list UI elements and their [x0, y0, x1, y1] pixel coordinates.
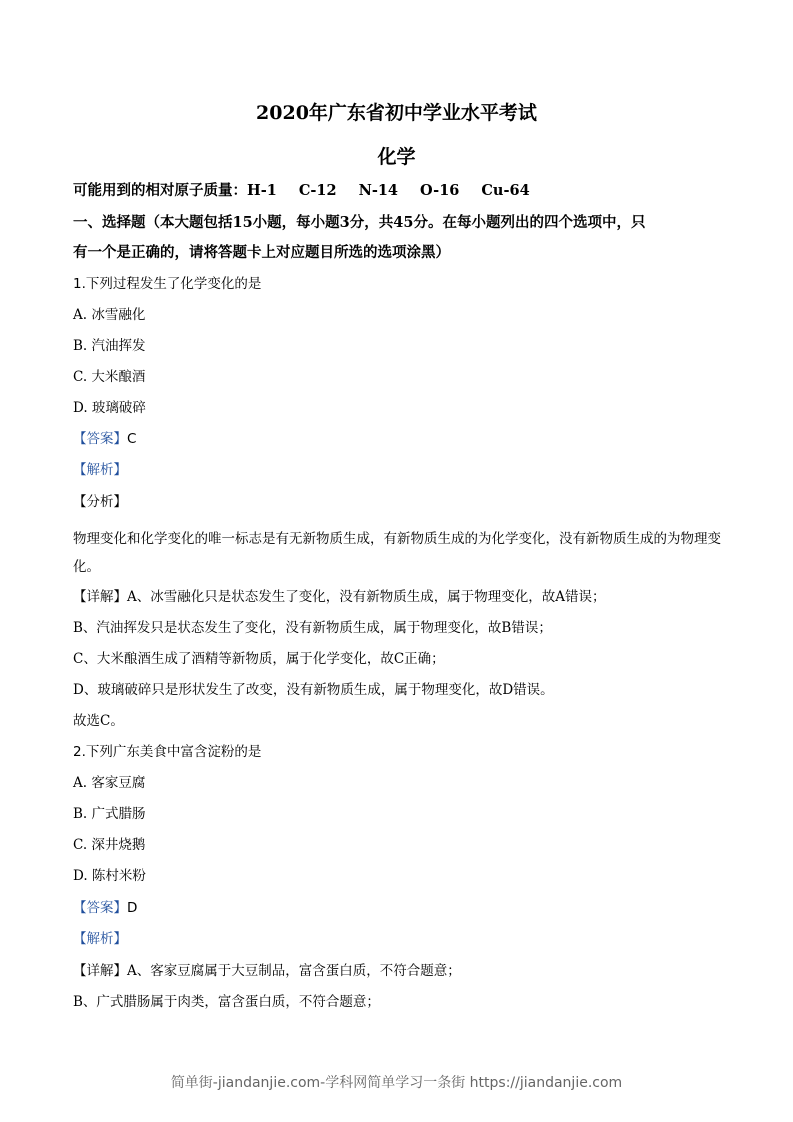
- q2-option-b: B. 广式腊肠: [73, 806, 146, 822]
- q1-fenxi-label: 【分析】: [73, 494, 127, 510]
- page-footer: 简单街-jiandanjie.com-学科网简单学习一条街 https://jiandanjie.com: [170, 1075, 623, 1091]
- q1-answer-value: C: [127, 431, 137, 447]
- q1-detail-d: D、玻璃破碎只是形状发生了改变，没有新物质生成，属于物理变化，故D错误。: [73, 682, 554, 698]
- atomic-mass-row: [73, 181, 530, 201]
- q1-option-a: A. 冰雪融化: [73, 307, 146, 323]
- atomic-mass-h: H-1: [247, 182, 277, 199]
- exam-title: 2020年广东省初中学业水平考试: [256, 102, 537, 124]
- q1-conclusion: 故选C。: [73, 713, 124, 729]
- atomic-mass-n: N-14: [358, 182, 399, 199]
- q1-fenxi-text: 物理变化和化学变化的唯一标志是有无新物质生成，有新物质生成的为化学变化，没有新物质生成的为物理变化。: [73, 531, 721, 575]
- subject-title: 化学: [377, 146, 416, 168]
- q2-detail-b: B、广式腊肠属于肉类，富含蛋白质，不符合题意；: [73, 994, 380, 1010]
- atomic-mass-o: O-16: [420, 182, 460, 199]
- q2-analysis-label: 【解析】: [73, 931, 127, 947]
- q1-option-c: C. 大米酿酒: [73, 369, 146, 385]
- section-heading-line2: 有一个是正确的，请将答题卡上对应题目所选的选项涂黑）: [73, 244, 450, 261]
- q2-option-c: C. 深井烧鹅: [73, 837, 146, 853]
- q1-option-b: B. 汽油挥发: [73, 338, 146, 354]
- q1-detail-a: 【详解】A、冰雪融化只是状态发生了变化，没有新物质生成，属于物理变化，故A错误；: [73, 589, 606, 605]
- q2-answer-value: D: [127, 900, 138, 916]
- atomic-mass-cu: Cu-64: [481, 182, 530, 199]
- q2-stem: 2.下列广东美食中富含淀粉的是: [73, 744, 262, 760]
- q1-answer-label: 【答案】: [73, 431, 127, 447]
- q2-option-a: A. 客家豆腐: [73, 775, 146, 791]
- section-heading-line1: 一、选择题（本大题包括15小题，每小题3分，共45分。在每小题列出的四个选项中，只: [73, 214, 646, 231]
- q1-analysis-label: 【解析】: [73, 462, 127, 478]
- q1-answer: [73, 430, 136, 448]
- q1-detail-b: B、汽油挥发只是状态发生了变化，没有新物质生成，属于物理变化，故B错误；: [73, 620, 552, 636]
- q2-answer-label: 【答案】: [73, 900, 127, 916]
- q2-option-d: D. 陈村米粉: [73, 868, 146, 884]
- q2-answer: [73, 899, 137, 917]
- q2-detail-a: 【详解】A、客家豆腐属于大豆制品，富含蛋白质，不符合题意；: [73, 963, 461, 979]
- q1-stem: 1.下列过程发生了化学变化的是: [73, 276, 262, 292]
- q1-option-d: D. 玻璃破碎: [73, 400, 146, 416]
- q1-detail-c: C、大米酿酒生成了酒精等新物质，属于化学变化，故C正确；: [73, 651, 445, 667]
- atomic-mass-label: 可能用到的相对原子质量：: [73, 182, 247, 199]
- atomic-mass-c: C-12: [298, 182, 337, 199]
